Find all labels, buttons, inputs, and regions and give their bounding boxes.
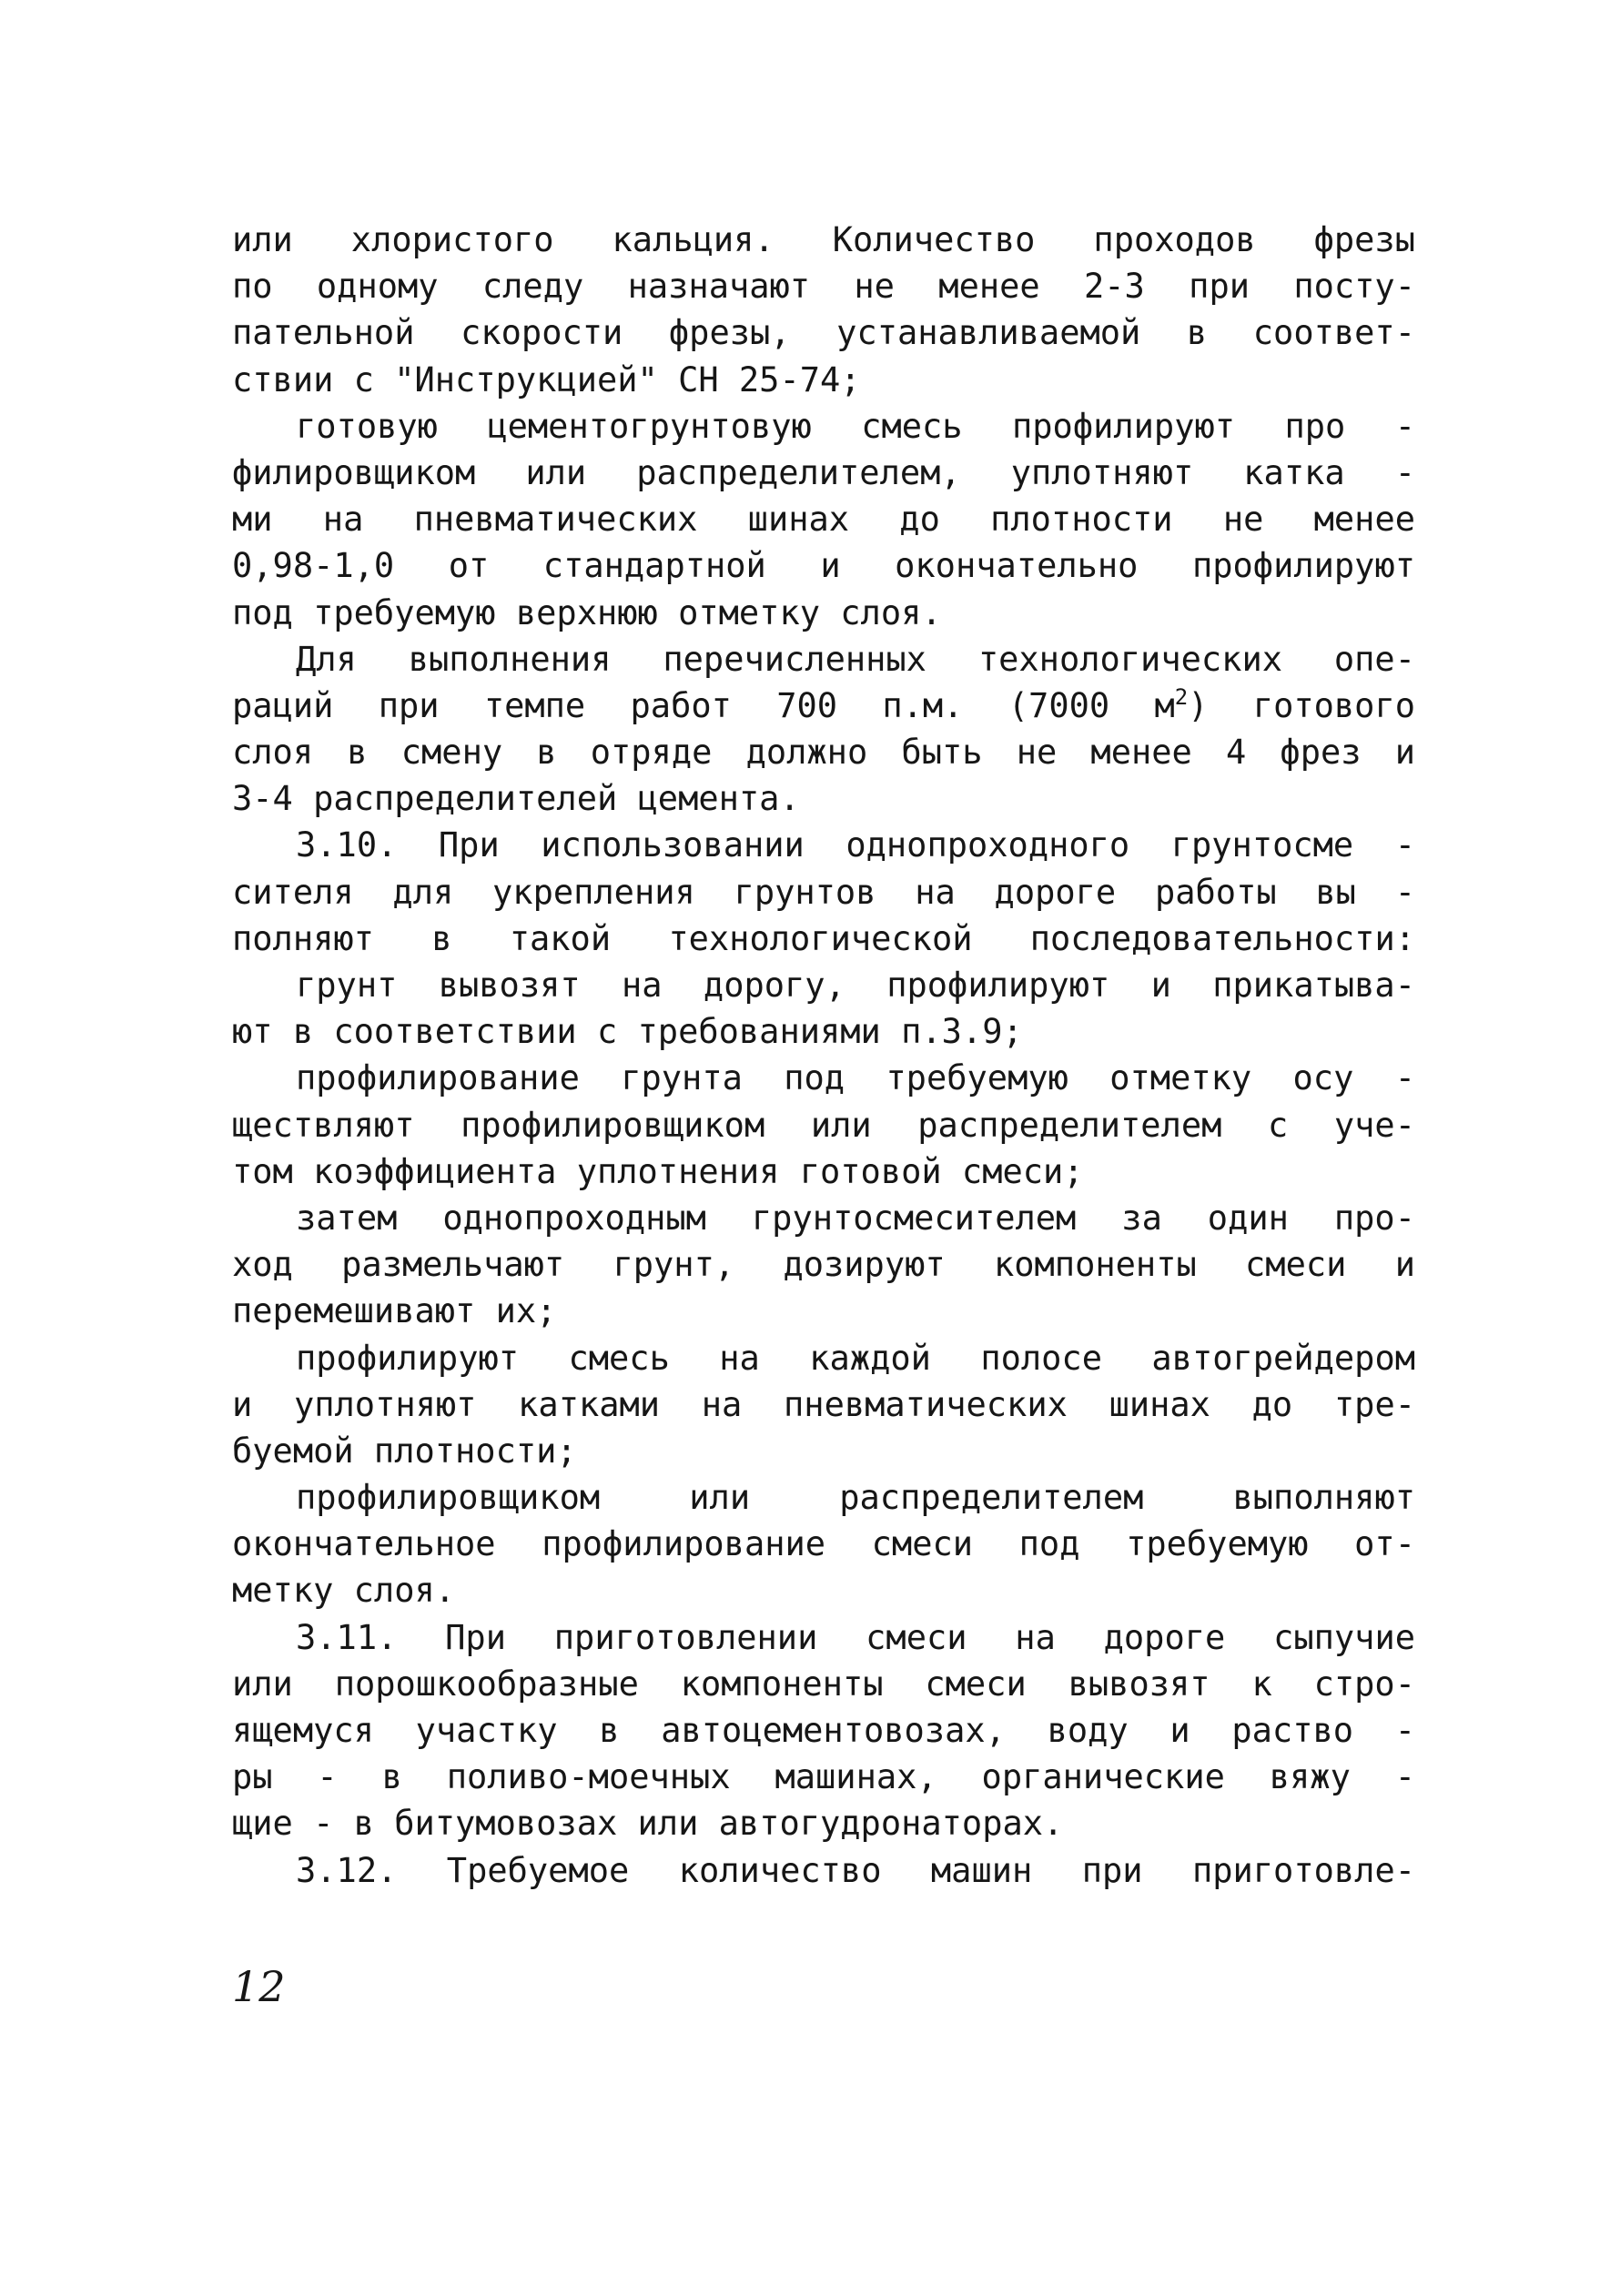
text-line: 0,98-1,0 от стандартной и окончательно профилируют xyxy=(232,546,1415,586)
text-line: перемешивают их; xyxy=(232,1291,557,1331)
text-line: окончательное профилирование смеси под требуемую от- xyxy=(232,1524,1415,1564)
text-line: ры - в поливо-моечных машинах, органические вяжу - xyxy=(232,1757,1415,1797)
text-line: ют в соответствии с требованиями п.3.9; xyxy=(232,1012,1023,1052)
text-line: по одному следу назначают не менее 2-3 при посту- xyxy=(232,267,1415,307)
text-line: щие - в битумовозах или автогудронаторах. xyxy=(232,1804,1064,1844)
text-line: слоя в смену в отряде должно быть не менее 4 фрез и xyxy=(232,733,1415,773)
text-line: 3.10. При использовании однопроходного грунтосме - xyxy=(296,825,1415,865)
text-line: профилирование грунта под требуемую отметку осу - xyxy=(296,1058,1415,1098)
text-line: полняют в такой технологической последовательности: xyxy=(232,918,1415,958)
text-line-tail: ) готового xyxy=(1188,685,1415,725)
text-line: или порошкообразные компоненты смеси вывозят к стро- xyxy=(232,1664,1415,1704)
text-line: ми на пневматических шинах до плотности не менее xyxy=(232,500,1415,540)
text-line: и уплотняют катками на пневматических шинах до тре- xyxy=(232,1384,1415,1424)
text-line: готовую цементогрунтовую смесь профилируют про - xyxy=(296,406,1415,446)
text-line: ход размельчают грунт, дозируют компоненты смеси и xyxy=(232,1245,1415,1285)
text-line: под требуемую верхнюю отметку слоя. xyxy=(232,592,942,632)
text-line: профилируют смесь на каждой полосе автогрейдером xyxy=(296,1338,1415,1378)
text-line: 3.11. При приготовлении смеси на дороге сыпучие xyxy=(296,1617,1415,1657)
text-line: филировщиком или распределителем, уплотняют катка - xyxy=(232,452,1415,492)
text-line: ящемуся участку в автоцементовозах, воду и раство - xyxy=(232,1711,1415,1750)
area-unit-superscript: 2 xyxy=(1174,683,1189,710)
text-line: затем однопроходным грунтосмесителем за один про- xyxy=(296,1198,1415,1238)
text-line: 3-4 распределителей цемента. xyxy=(232,779,800,819)
text-line-head: раций при темпе работ 700 п.м. (7000 м xyxy=(232,685,1175,725)
text-line: пательной скорости фрезы, устанавливаемой в соответ- xyxy=(232,313,1415,353)
text-line: сителя для укрепления грунтов на дороге работы вы - xyxy=(232,872,1415,912)
text-line: том коэффициента уплотнения готовой смеси; xyxy=(232,1151,1084,1191)
text-line-with-superscript xyxy=(232,683,1415,729)
text-line: или хлористого кальция. Количество проходов фрезы xyxy=(232,220,1415,259)
body-text xyxy=(232,217,1415,1894)
page-number: 12 xyxy=(232,1962,286,2011)
text-line: 3.12. Требуемое количество машин при приготовле- xyxy=(296,1850,1415,1890)
text-line: ствии с "Инструкцией" СН 25-74; xyxy=(232,359,861,400)
text-line: грунт вывозят на дорогу, профилируют и прикатыва- xyxy=(296,966,1415,1005)
text-line: буемой плотности; xyxy=(232,1431,577,1471)
text-line: ществляют профилировщиком или распределителем с уче- xyxy=(232,1105,1415,1145)
text-line: метку слоя. xyxy=(232,1571,456,1611)
text-line: Для выполнения перечисленных технологических опе- xyxy=(296,639,1415,679)
text-line: профилировщиком или распределителем выполняют xyxy=(296,1478,1415,1518)
